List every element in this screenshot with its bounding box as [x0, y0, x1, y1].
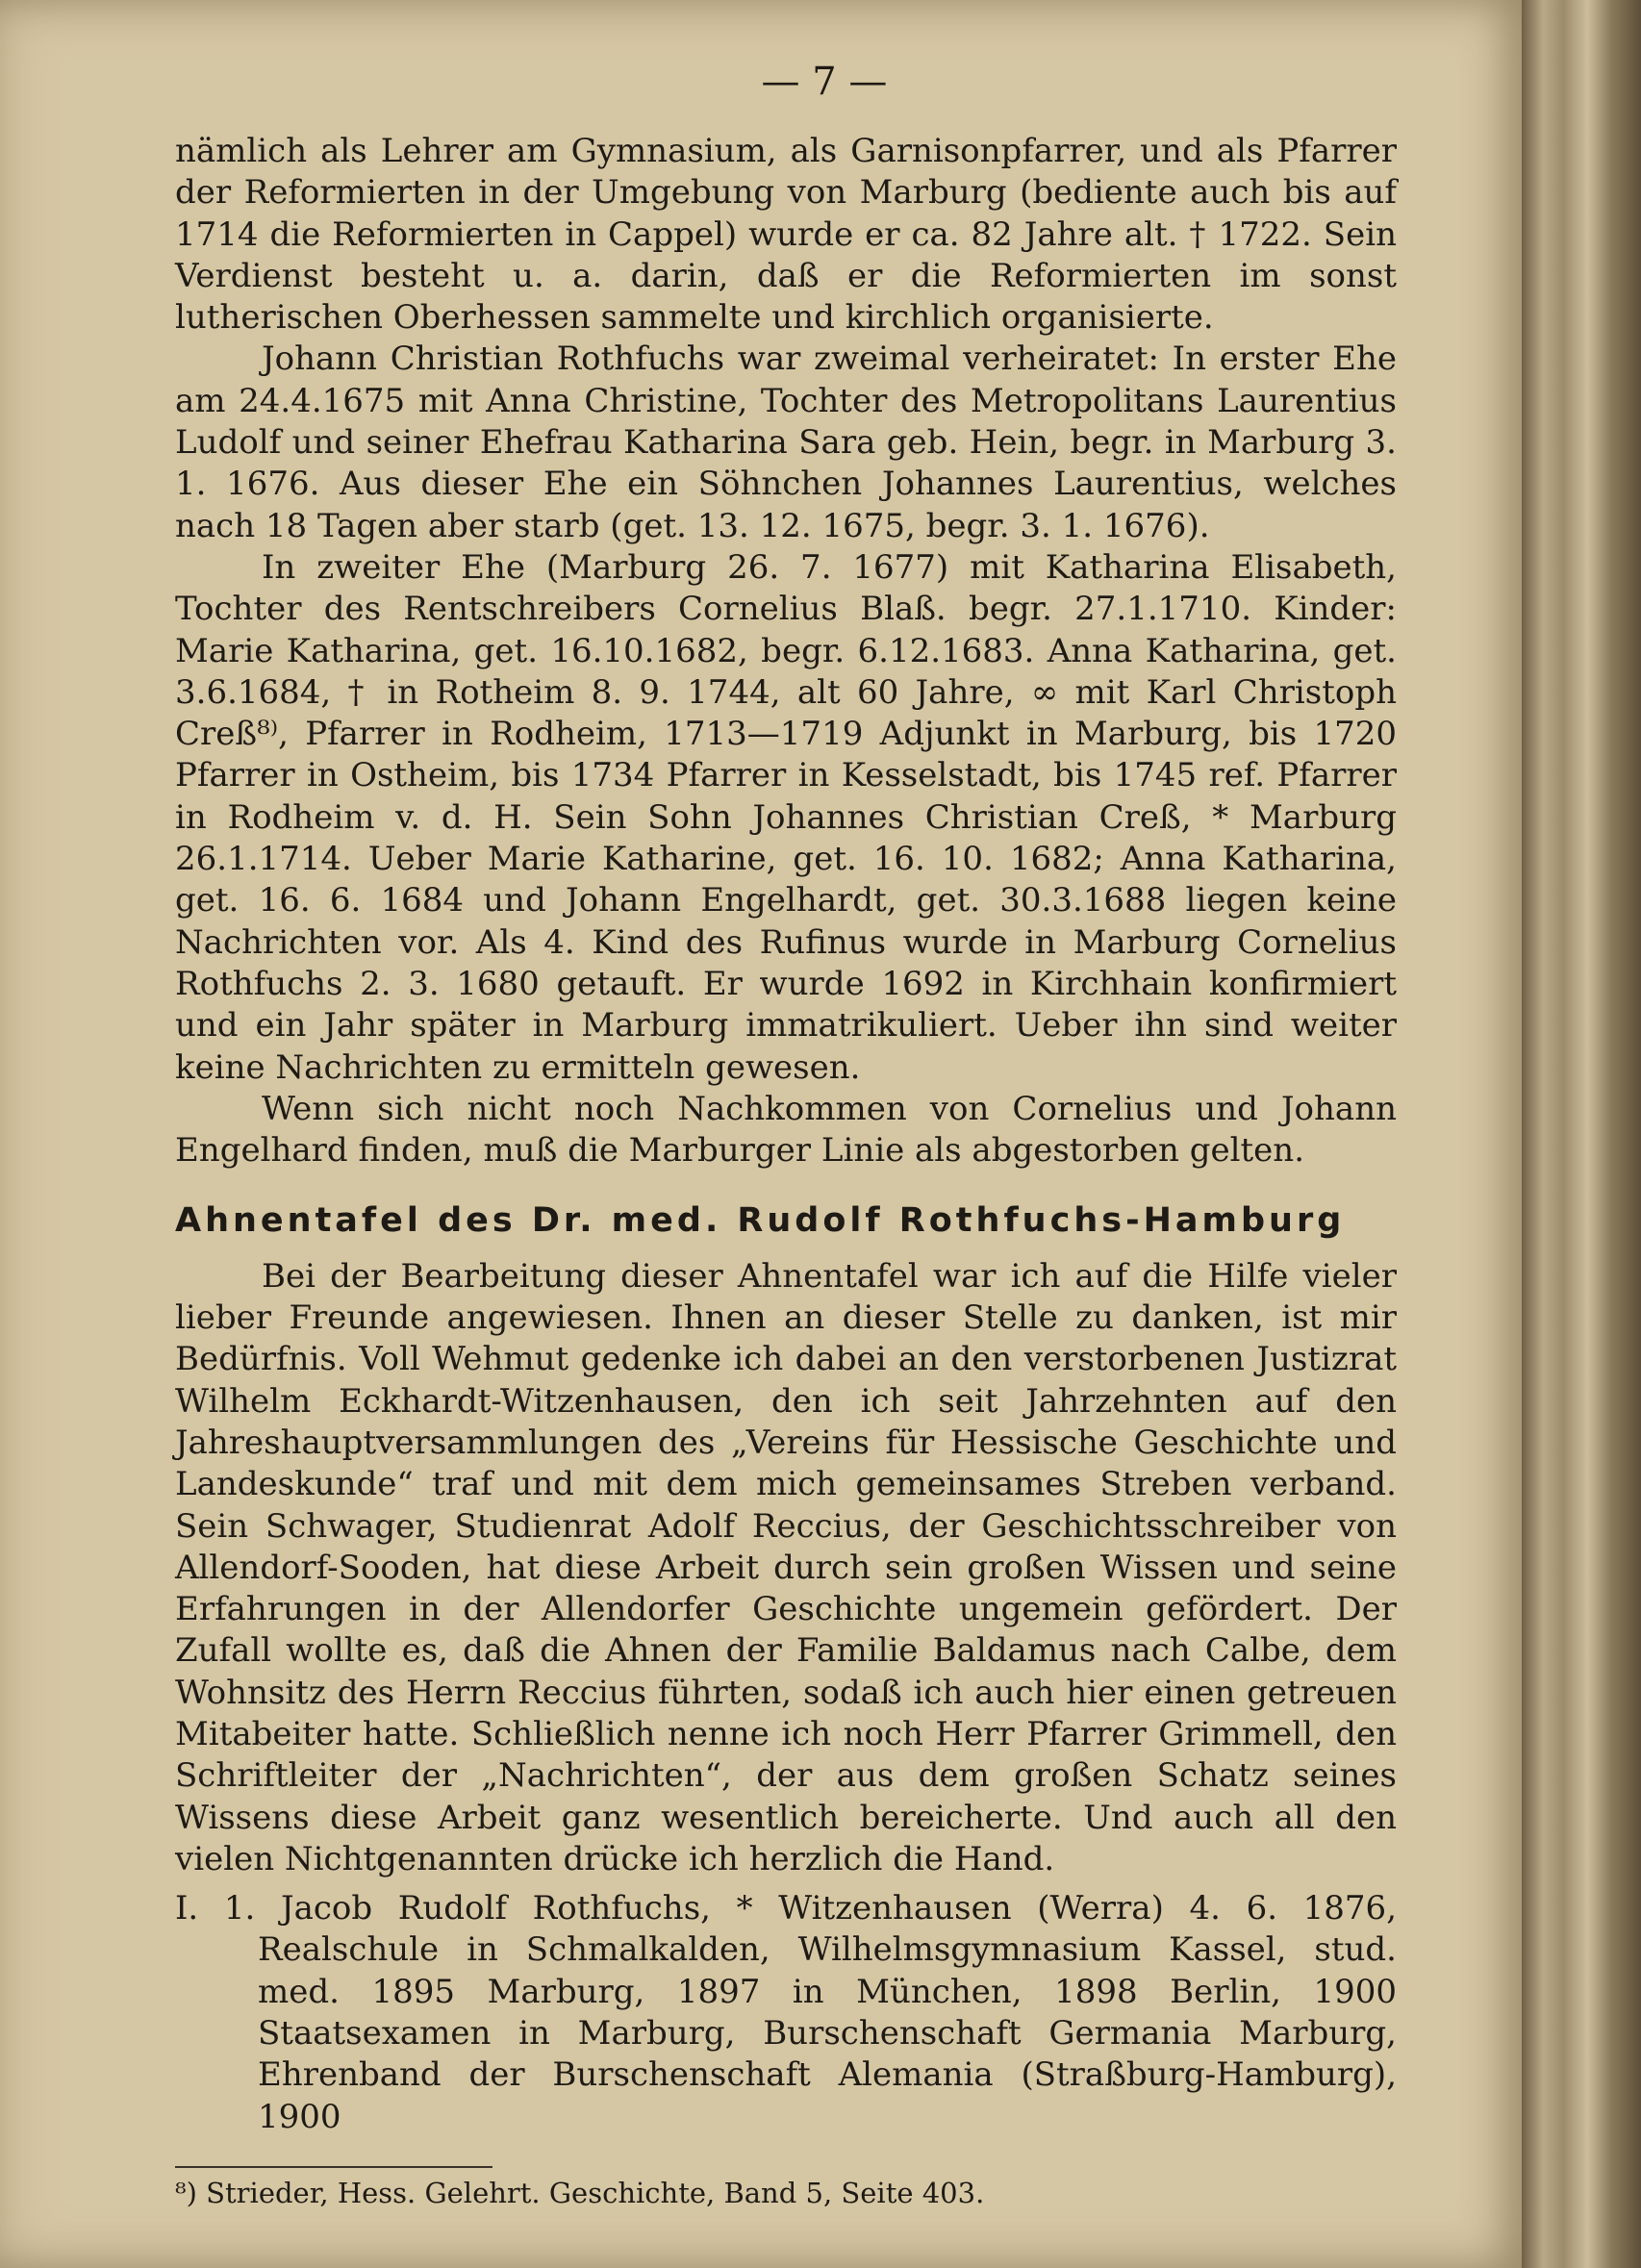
genealogy-entry: I. 1. Jacob Rudolf Rothfuchs, * Witzenhausen (Werra) 4. 6. 1876, Realschule in Schmalkalden, Wilhelmsgymnasium Kassel, stud. med. 1895 Marburg, 1897 in München, 1898 Berlin, 1900 Staatsexamen in Marburg, Burschenschaft Germania Marburg, Ehrenband der Burschenschaft Alemania (Straßburg-Hamburg), 1900 [175, 1889, 1397, 2136]
footnote: ⁸) Strieder, Hess. Gelehrt. Geschichte, Band 5, Seite 403. [175, 2177, 985, 2209]
page-number: — 7 — [761, 60, 888, 104]
page-text [175, 58, 1397, 2138]
paragraph-marburg-line: Wenn sich nicht noch Nachkommen von Cornelius und Johann Engelhard finden, muß die Marburger Linie als abgestorben gelten. [175, 1089, 1397, 1171]
section-heading: Ahnentafel des Dr. med. Rudolf Rothfuchs-Hamburg [175, 1201, 1346, 1241]
paragraph-first-marriage: Johann Christian Rothfuchs war zweimal verheiratet: In erster Ehe am 24.4.1675 mit Anna Christine, Tochter des Metropolitans Laurentius Ludolf und seiner Ehefrau Katharina Sara geb. Hein, begr. in Marburg 3. 1. 1676. Aus dieser Ehe ein Söhnchen Johannes Laurentius, welches nach 18 Tagen aber starb (get. 13. 12. 1675, begr. 3. 1. 1676). [175, 340, 1397, 545]
paragraph-second-marriage: In zweiter Ehe (Marburg 26. 7. 1677) mit Katharina Elisabeth, Tochter des Rentschreibers Cornelius Blaß. begr. 27.1.1710. Kinder: Marie Katharina, get. 16.10.1682, begr. 6.12.1683. Anna Katharina, get. 3.6.1684, † in Rotheim 8. 9. 1744, alt 60 Jahre, ∞ mit Karl Christoph Creß⁸⁾, Pfarrer in Rodheim, 1713—1719 Adjunkt in Marburg, bis 1720 Pfarrer in Ostheim, bis 1734 Pfarrer in Kesselstadt, bis 1745 ref. Pfarrer in Rodheim v. d. H. Sein Sohn Johannes Christian Creß, * Marburg 26.1.1714. Ueber Marie Katharine, get. 16. 10. 1682; Anna Katharina, get. 16. 6. 1684 und Johann Engelhardt, get. 30.3.1688 liegen keine Nachrichten vor. Als 4. Kind des Rufinus wurde in Marburg Cornelius Rothfuchs 2. 3. 1680 getauft. Er wurde 1692 in Kirchhain konfirmiert und ein Jahr später in Marburg immatrikuliert. Ueber ihn sind weiter keine Nachrichten zu ermitteln gewesen. [175, 547, 1397, 1087]
paragraph-acknowledgements: Bei der Bearbeitung dieser Ahnentafel war ich auf die Hilfe vieler lieber Freunde angewiesen. Ihnen an dieser Stelle zu danken, ist mir Bedürfnis. Voll Wehmut gedenke ich dabei an den verstorbenen Justizrat Wilhelm Eckhardt-Witzenhausen, den ich seit Jahrzehnten auf den Jahreshauptversammlungen des „Vereins für Hessische Geschichte und Landeskunde“ traf und mit dem mich gemeinsames Streben verband. Sein Schwager, Studienrat Adolf Reccius, der Geschichtsschreiber von Allendorf-Sooden, hat diese Arbeit durch sein großen Wissen und seine Erfahrungen in der Allendorfer Geschichte ungemein gefördert. Der Zufall wollte es, daß die Ahnen der Familie Baldamus nach Calbe, dem Wohnsitz des Herrn Reccius führten, sodaß ich auch hier einen getreuen Mitabeiter hatte. Schließlich nenne ich noch Herr Pfarrer Grimmell, den Schriftleiter der „Nachrichten“, der aus dem großen Schatz seines Wissens diese Arbeit ganz wesentlich bereicherte. Und auch all den vielen Nichtgenannten drücke ich herzlich die Hand. [175, 1256, 1397, 1878]
paragraph-marburg-reformed: nämlich als Lehrer am Gymnasium, als Garnisonpfarrer, und als Pfarrer der Reformierten in der Umgebung von Marburg (bediente auch bis auf 1714 die Reformierten in Cappel) wurde er ca. 82 Jahre alt. † 1722. Sein Verdienst besteht u. a. darin, daß er die Reformierten im sonst lutherischen Oberhessen sammelte und kirchlich organisierte. [175, 132, 1397, 338]
book-binding [1522, 0, 1641, 2268]
footnote-divider [175, 2166, 492, 2168]
